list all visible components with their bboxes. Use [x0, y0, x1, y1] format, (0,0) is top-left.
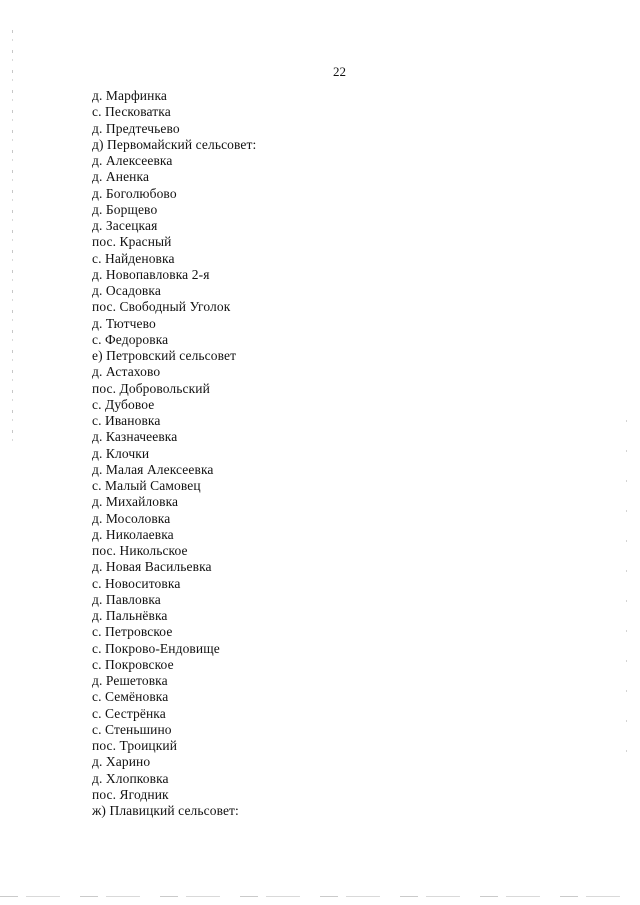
- list-item: д. Борщево: [92, 201, 158, 217]
- list-item: д. Николаевка: [92, 526, 174, 542]
- list-item: д. Михайловка: [92, 494, 179, 510]
- list-item: с. Покровское: [92, 656, 174, 672]
- list-item: д. Засецкая: [92, 218, 158, 233]
- list-item: д. Решетовка: [92, 673, 168, 688]
- list-item: д. Павловка: [92, 591, 161, 607]
- list-item: д. Харино: [92, 754, 151, 770]
- list-item: д. Новая Васильевка: [92, 559, 212, 575]
- section-heading: ж) Плавицкий сельсовет:: [92, 803, 239, 818]
- list-item: пос. Добровольский: [92, 380, 210, 396]
- list-item: с. Дубовое: [92, 396, 155, 412]
- list-item: д. Мосоловка: [92, 510, 171, 526]
- list-item: д. Малая Алексеевка: [92, 461, 214, 477]
- scan-artifact-left: [12, 30, 13, 450]
- list-item: д. Аненка: [92, 169, 150, 185]
- settlement-list: [92, 88, 256, 819]
- list-item: пос. Ягодник: [92, 786, 169, 802]
- list-item: с. Новоситовка: [92, 575, 181, 591]
- scan-artifact-bottom: [0, 896, 640, 897]
- list-item: с. Петровское: [92, 624, 173, 640]
- list-item: д. Марфинка: [92, 88, 168, 103]
- list-item: д. Осадовка: [92, 283, 161, 298]
- list-item: д. Алексеевка: [92, 153, 173, 168]
- list-item: с. Ивановка: [92, 413, 161, 428]
- list-item: с. Покрово-Ендовище: [92, 640, 220, 656]
- scan-artifact-right: [626, 420, 627, 760]
- list-item: д. Новопавловка 2-я: [92, 266, 210, 282]
- list-item: с. Песковатка: [92, 104, 171, 120]
- list-item: пос. Никольское: [92, 543, 188, 558]
- page-number: 22: [333, 64, 346, 79]
- list-item: д. Тютчево: [92, 315, 156, 331]
- list-item: пос. Троицкий: [92, 738, 178, 753]
- section-heading: е) Петровский сельсовет: [92, 348, 237, 363]
- list-item: д. Казначеевка: [92, 429, 178, 445]
- list-item: пос. Свободный Уголок: [92, 299, 231, 315]
- list-item: с. Найденовка: [92, 250, 175, 266]
- list-item: д. Пальнёвка: [92, 608, 168, 623]
- list-item: д. Предтечьево: [92, 120, 180, 136]
- list-item: с. Малый Самовец: [92, 478, 201, 493]
- list-item: д. Клочки: [92, 445, 150, 461]
- list-item: с. Стеньшино: [92, 721, 172, 737]
- list-item: пос. Красный: [92, 234, 172, 250]
- list-item: с. Сестрёнка: [92, 705, 166, 721]
- list-item: д. Астахово: [92, 364, 161, 380]
- section-heading: д) Первомайский сельсовет:: [92, 136, 257, 152]
- list-item: с. Федоровка: [92, 331, 169, 347]
- list-item: д. Боголюбово: [92, 185, 177, 201]
- list-item: с. Семёновка: [92, 689, 169, 705]
- list-item: д. Хлопковка: [92, 770, 169, 786]
